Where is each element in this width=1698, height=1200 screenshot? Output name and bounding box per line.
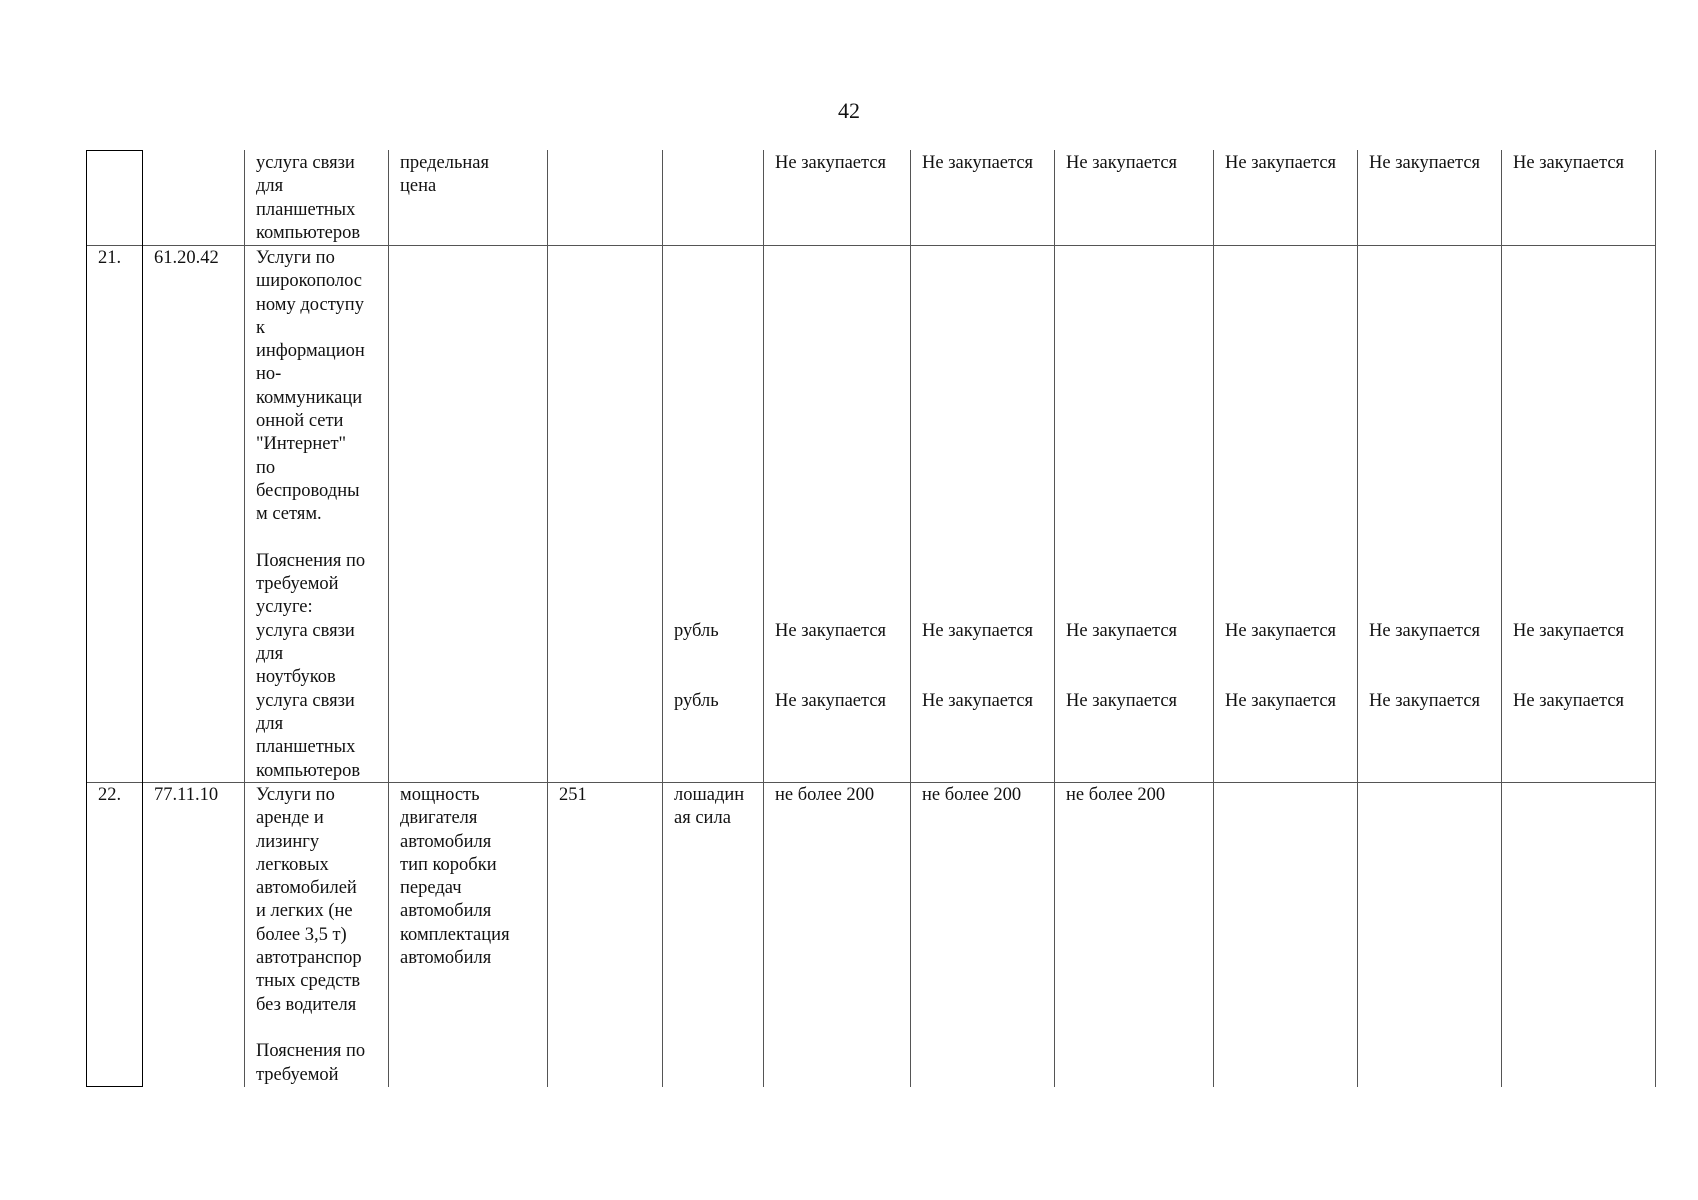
value-cell: Не закупается [775,621,887,641]
value-cell: Не закупается [1513,153,1625,173]
value-cell: Не закупается [1513,691,1625,711]
column-border [910,150,911,1087]
service-name-cell: Услуги по аренде и лизингу легковых автомобилей и легких (не более 3,5 т) автотранспор тных средств без водителя Пояснения по требуемой [256,785,366,1085]
column-border [86,150,87,1087]
unit-cell: лошадин ая сила [674,785,745,829]
value-cell: Не закупается [1225,691,1337,711]
row-number-cell: 21. [98,248,122,268]
value-cell: Не закупается [1225,621,1337,641]
row-number-cell: 22. [98,785,122,805]
column-border [662,150,663,1087]
column-border [1213,150,1214,1087]
value-cell: не более 200 [775,785,875,805]
okei-code-cell: 251 [559,785,587,805]
value-cell: не более 200 [922,785,1022,805]
value-cell: Не закупается [1066,691,1178,711]
value-cell: Не закупается [1513,621,1625,641]
unit-cell: рубль [674,691,719,711]
value-cell: Не закупается [922,153,1034,173]
value-cell: Не закупается [1369,621,1481,641]
page-number: 42 [838,98,860,123]
characteristic-cell: мощность двигателя автомобиля тип коробки передач автомобиля комплектация автомобиля [400,785,510,969]
value-cell: Не закупается [775,691,887,711]
column-border [763,150,764,1087]
column-border [1655,150,1656,1087]
value-cell: Не закупается [775,153,887,173]
column-border [244,150,245,1087]
value-cell: Не закупается [922,691,1034,711]
characteristic-cell: предельная цена [400,153,490,197]
column-border [547,150,548,1087]
column-border [1357,150,1358,1087]
column-border [1054,150,1055,1087]
column-border [388,150,389,1087]
okpd-code-cell: 77.11.10 [154,785,219,805]
value-cell: Не закупается [1369,691,1481,711]
value-cell: Не закупается [1066,621,1178,641]
service-name-cell: Услуги по широкополос ному доступу к информацион но- коммуникаци онной сети "Интернет" по беспроводны м сетям. Пояснения по требуемой услуге: услуга связи для ноутбуков услуга связи для планшетных компьютеров [256,248,366,781]
value-cell: Не закупается [1225,153,1337,173]
column-border [142,150,143,1087]
value-cell: Не закупается [922,621,1034,641]
table-bottom-border [86,1086,143,1087]
table-top-border [86,150,143,151]
value-cell: не более 200 [1066,785,1166,805]
okpd-code-cell: 61.20.42 [154,248,219,268]
service-name-cell: услуга связи для планшетных компьютеров [256,153,361,243]
column-border [1501,150,1502,1087]
value-cell: Не закупается [1369,153,1481,173]
unit-cell: рубль [674,621,719,641]
value-cell: Не закупается [1066,153,1178,173]
